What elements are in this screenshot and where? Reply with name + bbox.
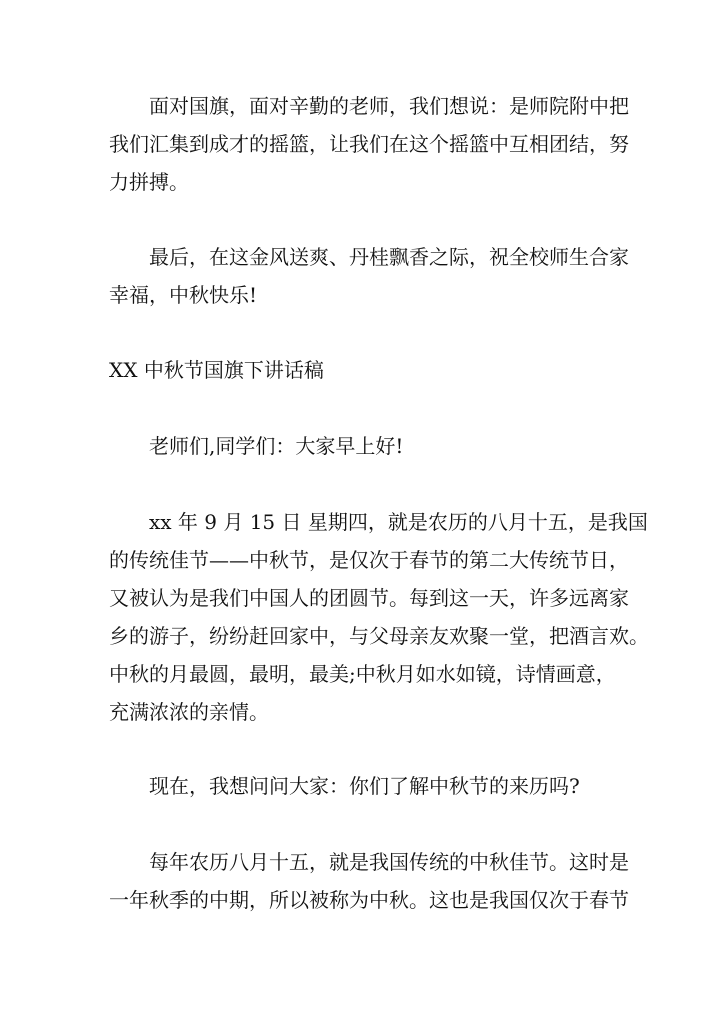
paragraph-festival-origin [109, 843, 629, 919]
paragraph-greeting [109, 427, 619, 465]
text-line: 一年秋季的中期，所以被称为中秋。这也是我国仅次于春节 [109, 888, 629, 912]
text-line: 的传统佳节——中秋节，是仅次于春节的第二大传统节日， [109, 548, 629, 572]
text-line: 幸福，中秋快乐! [109, 283, 258, 307]
text-line: 乡的游子，纷纷赶回家中，与父母亲友欢聚一堂，把酒言欢。 [109, 624, 649, 648]
paragraph-festival-intro [109, 503, 649, 731]
title-line: XX 中秋节国旗下讲话稿 [109, 358, 324, 382]
text-line: 又被认为是我们中国人的团圆节。每到这一天，许多远离家 [109, 586, 629, 610]
paragraph-school-gratitude [109, 87, 629, 201]
text-line: xx 年 9 月 15 日 星期四，就是农历的八月十五，是我国 [149, 510, 648, 534]
text-line: 我们汇集到成才的摇篮，让我们在这个摇篮中互相团结，努 [109, 132, 629, 156]
text-line: 现在，我想问问大家：你们了解中秋节的来历吗? [149, 774, 580, 798]
text-line: 每年农历八月十五，就是我国传统的中秋佳节。这时是 [149, 850, 629, 874]
text-line: 充满浓浓的亲情。 [109, 700, 269, 724]
text-line: 最后，在这金风送爽、丹桂飘香之际，祝全校师生合家 [149, 245, 629, 269]
text-line: 面对国旗，面对辛勤的老师，我们想说：是师院附中把 [149, 94, 629, 118]
text-line: 力拼搏。 [109, 170, 189, 194]
text-line: 中秋的月最圆，最明，最美;中秋月如水如镜，诗情画意， [109, 662, 616, 686]
text-line: 老师们,同学们：大家早上好! [149, 434, 404, 458]
paragraph-question [109, 767, 619, 805]
speech-title [109, 351, 619, 389]
paragraph-closing-wishes [109, 238, 629, 314]
